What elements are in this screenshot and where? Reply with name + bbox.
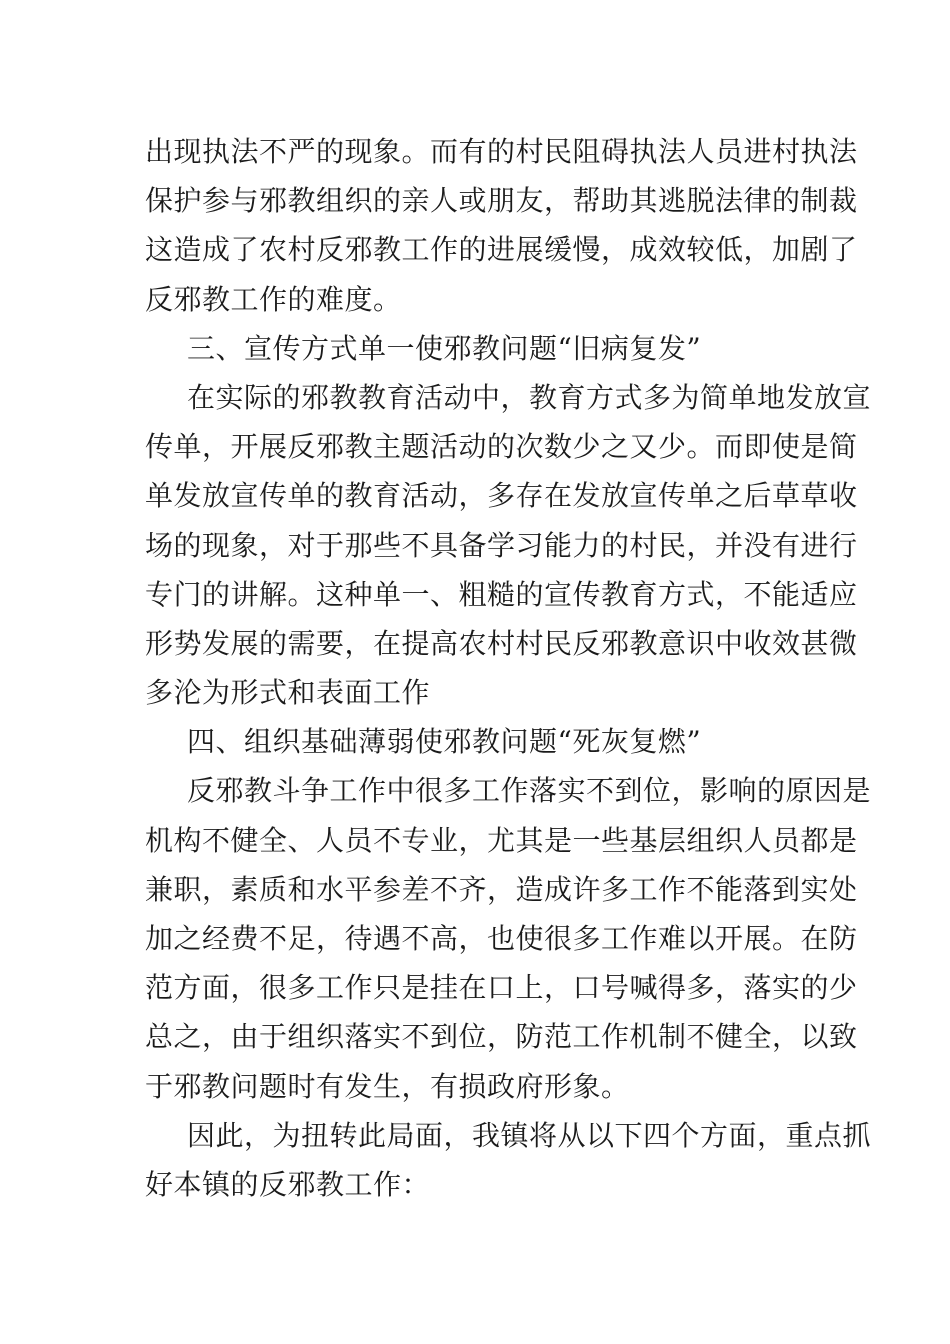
section-heading-4: 四、组织基础薄弱使邪教问题“死灰复燃” bbox=[187, 725, 702, 759]
document-body bbox=[145, 127, 872, 1209]
text-line: 形势发展的需要，在提高农村村民反邪教意识中收效甚微 bbox=[145, 626, 858, 660]
section-heading-3: 三、宣传方式单一使邪教问题“旧病复发” bbox=[187, 331, 702, 365]
text-line: 总之，由于组织落实不到位，防范工作机制不健全，以致 bbox=[145, 1020, 858, 1054]
text-line: 反邪教工作的难度。 bbox=[145, 282, 402, 316]
text-line: 出现执法不严的现象。而有的村民阻碍执法人员进村执法 bbox=[145, 135, 858, 168]
text-line: 加之经费不足，待遇不高，也使很多工作难以开展。在防 bbox=[145, 922, 858, 955]
text-line: 场的现象，对于那些不具备学习能力的村民，并没有进行 bbox=[145, 528, 858, 562]
text-line: 机构不健全、人员不专业，尤其是一些基层组织人员都是 bbox=[145, 823, 858, 857]
text-line: 传单，开展反邪教主题活动的次数少之又少。而即使是简 bbox=[145, 430, 858, 464]
text-line: 因此，为扭转此局面，我镇将从以下四个方面，重点抓 bbox=[187, 1118, 872, 1152]
text-line: 多沦为形式和表面工作 bbox=[145, 676, 431, 710]
text-line: 保护参与邪教组织的亲人或朋友，帮助其逃脱法律的制裁 bbox=[145, 184, 858, 218]
text-line: 在实际的邪教教育活动中，教育方式多为简单地发放宣 bbox=[187, 380, 872, 414]
text-line: 好本镇的反邪教工作： bbox=[145, 1167, 431, 1201]
text-line: 反邪教斗争工作中很多工作落实不到位，影响的原因是 bbox=[187, 774, 872, 808]
text-line: 单发放宣传单的教育活动，多存在发放宣传单之后草草收 bbox=[145, 479, 858, 513]
text-line: 范方面，很多工作只是挂在口上，口号喊得多，落实的少 bbox=[145, 971, 858, 1005]
text-line: 于邪教问题时有发生，有损政府形象。 bbox=[145, 1069, 630, 1103]
text-line: 兼职，素质和水平参差不齐，造成许多工作不能落到实处 bbox=[145, 872, 858, 906]
text-line: 这造成了农村反邪教工作的进展缓慢，成效较低，加剧了 bbox=[145, 233, 858, 267]
text-line: 专门的讲解。这种单一、粗糙的宣传教育方式，不能适应 bbox=[145, 577, 858, 611]
